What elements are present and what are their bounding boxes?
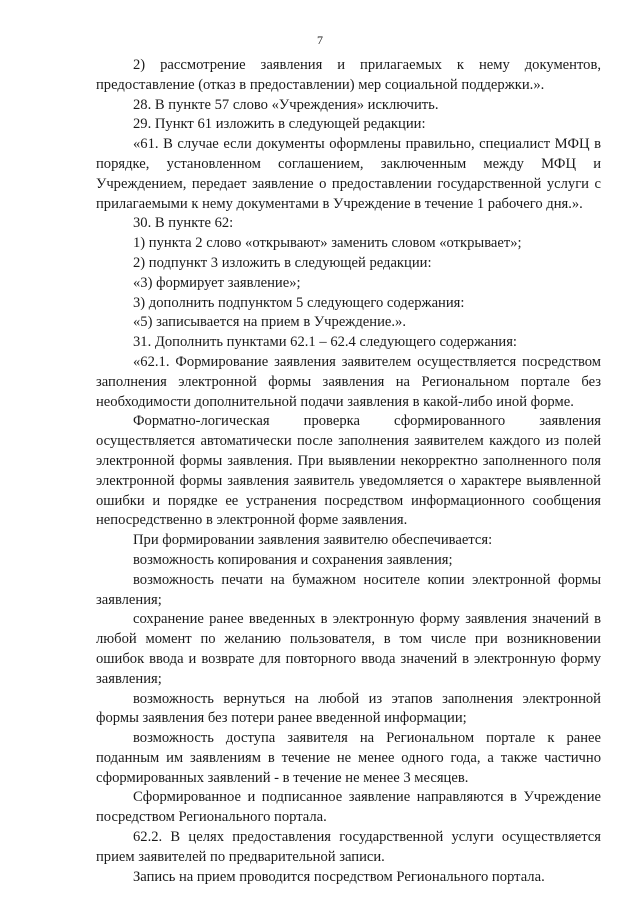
- paragraph-subitem-3: 3) дополнить подпунктом 5 следующего содержания:: [133, 294, 465, 311]
- paragraph-subitem-5-text: «5) записывается на прием в Учреждение.».: [133, 314, 406, 331]
- paragraph-access-applications: возможность доступа заявителя на Региональном портале к ранее поданным им заявлениям в течение не менее одного года, а также частично сформированных заявлений - в течение не менее 3 месяцев.: [96, 730, 601, 786]
- paragraph-clause-61: «61. В случае если документы оформлены правильно, специалист МФЦ в порядке, установленном соглашением, заключенным между МФЦ и Учреждением, передает заявление о предоставлении государственной услуги с прилагаемыми к нему документами в Учреждение в течение 1 рабочего дня.».: [96, 136, 601, 212]
- paragraph-clause-62-1: «62.1. Формирование заявления заявителем осуществляется посредством заполнения электронной формы заявления на Региональном портале без необходимости дополнительной подачи заявления в какой-либо иной форме.: [96, 353, 601, 410]
- paragraph-clause-62-2: 62.2. В целях предоставления государственной услуги осуществляется прием заявителей по предварительной записи.: [96, 829, 601, 865]
- paragraph-subitem-2: 2) подпункт 3 изложить в следующей редакции:: [133, 254, 432, 271]
- paragraph-print-copy: возможность печати на бумажном носителе копии электронной формы заявления;: [96, 571, 601, 608]
- paragraph-subitem-3-text: «3) формирует заявление»;: [133, 274, 301, 291]
- paragraph-save-values: сохранение ранее введенных в электронную форму заявления значений в любой момент по желанию пользователя, в том числе при возникновении ошибок ввода и возврате для повторного ввода значений в электронную форму заявления;: [96, 611, 601, 687]
- paragraph-review-item: 2) рассмотрение заявления и прилагаемых к нему документов, предоставление (отказ в предоставлении) мер социальной поддержки.».: [96, 57, 601, 93]
- paragraph-subitem-1: 1) пункта 2 слово «открывают» заменить словом «открывает»;: [133, 235, 522, 252]
- paragraph-item-30: 30. В пункте 62:: [133, 215, 234, 232]
- paragraph-submitted-application: Сформированное и подписанное заявление направляются в Учреждение посредством Регионального портала.: [96, 789, 601, 826]
- paragraph-item-28: 28. В пункте 57 слово «Учреждения» исключить.: [133, 96, 439, 113]
- paragraph-item-31: 31. Дополнить пунктами 62.1 – 62.4 следующего содержания:: [133, 334, 517, 351]
- paragraph-item-29: 29. Пункт 61 изложить в следующей редакции:: [133, 116, 426, 133]
- paragraph-format-check: Форматно-логическая проверка сформированного заявления осуществляется автоматически после заполнения заявителем каждого из полей электронной формы заявления. При выявлении некорректно заполненного поля электронной формы заявления заявитель уведомляется о характере выявленной ошибки и порядке ее устранения посредством информационного сообщения непосредственно в электронной форме заявления.: [96, 413, 601, 529]
- document-body: [96, 56, 601, 887]
- page-number: 7: [317, 33, 323, 47]
- paragraph-copy-save: возможность копирования и сохранения заявления;: [133, 551, 453, 568]
- paragraph-appointment: Запись на прием проводится посредством Регионального портала.: [133, 868, 545, 885]
- paragraph-return-stage: возможность вернуться на любой из этапов заполнения электронной формы заявления без потери ранее введенной информации;: [96, 690, 601, 727]
- paragraph-provided-intro: При формировании заявления заявителю обеспечивается:: [133, 532, 493, 549]
